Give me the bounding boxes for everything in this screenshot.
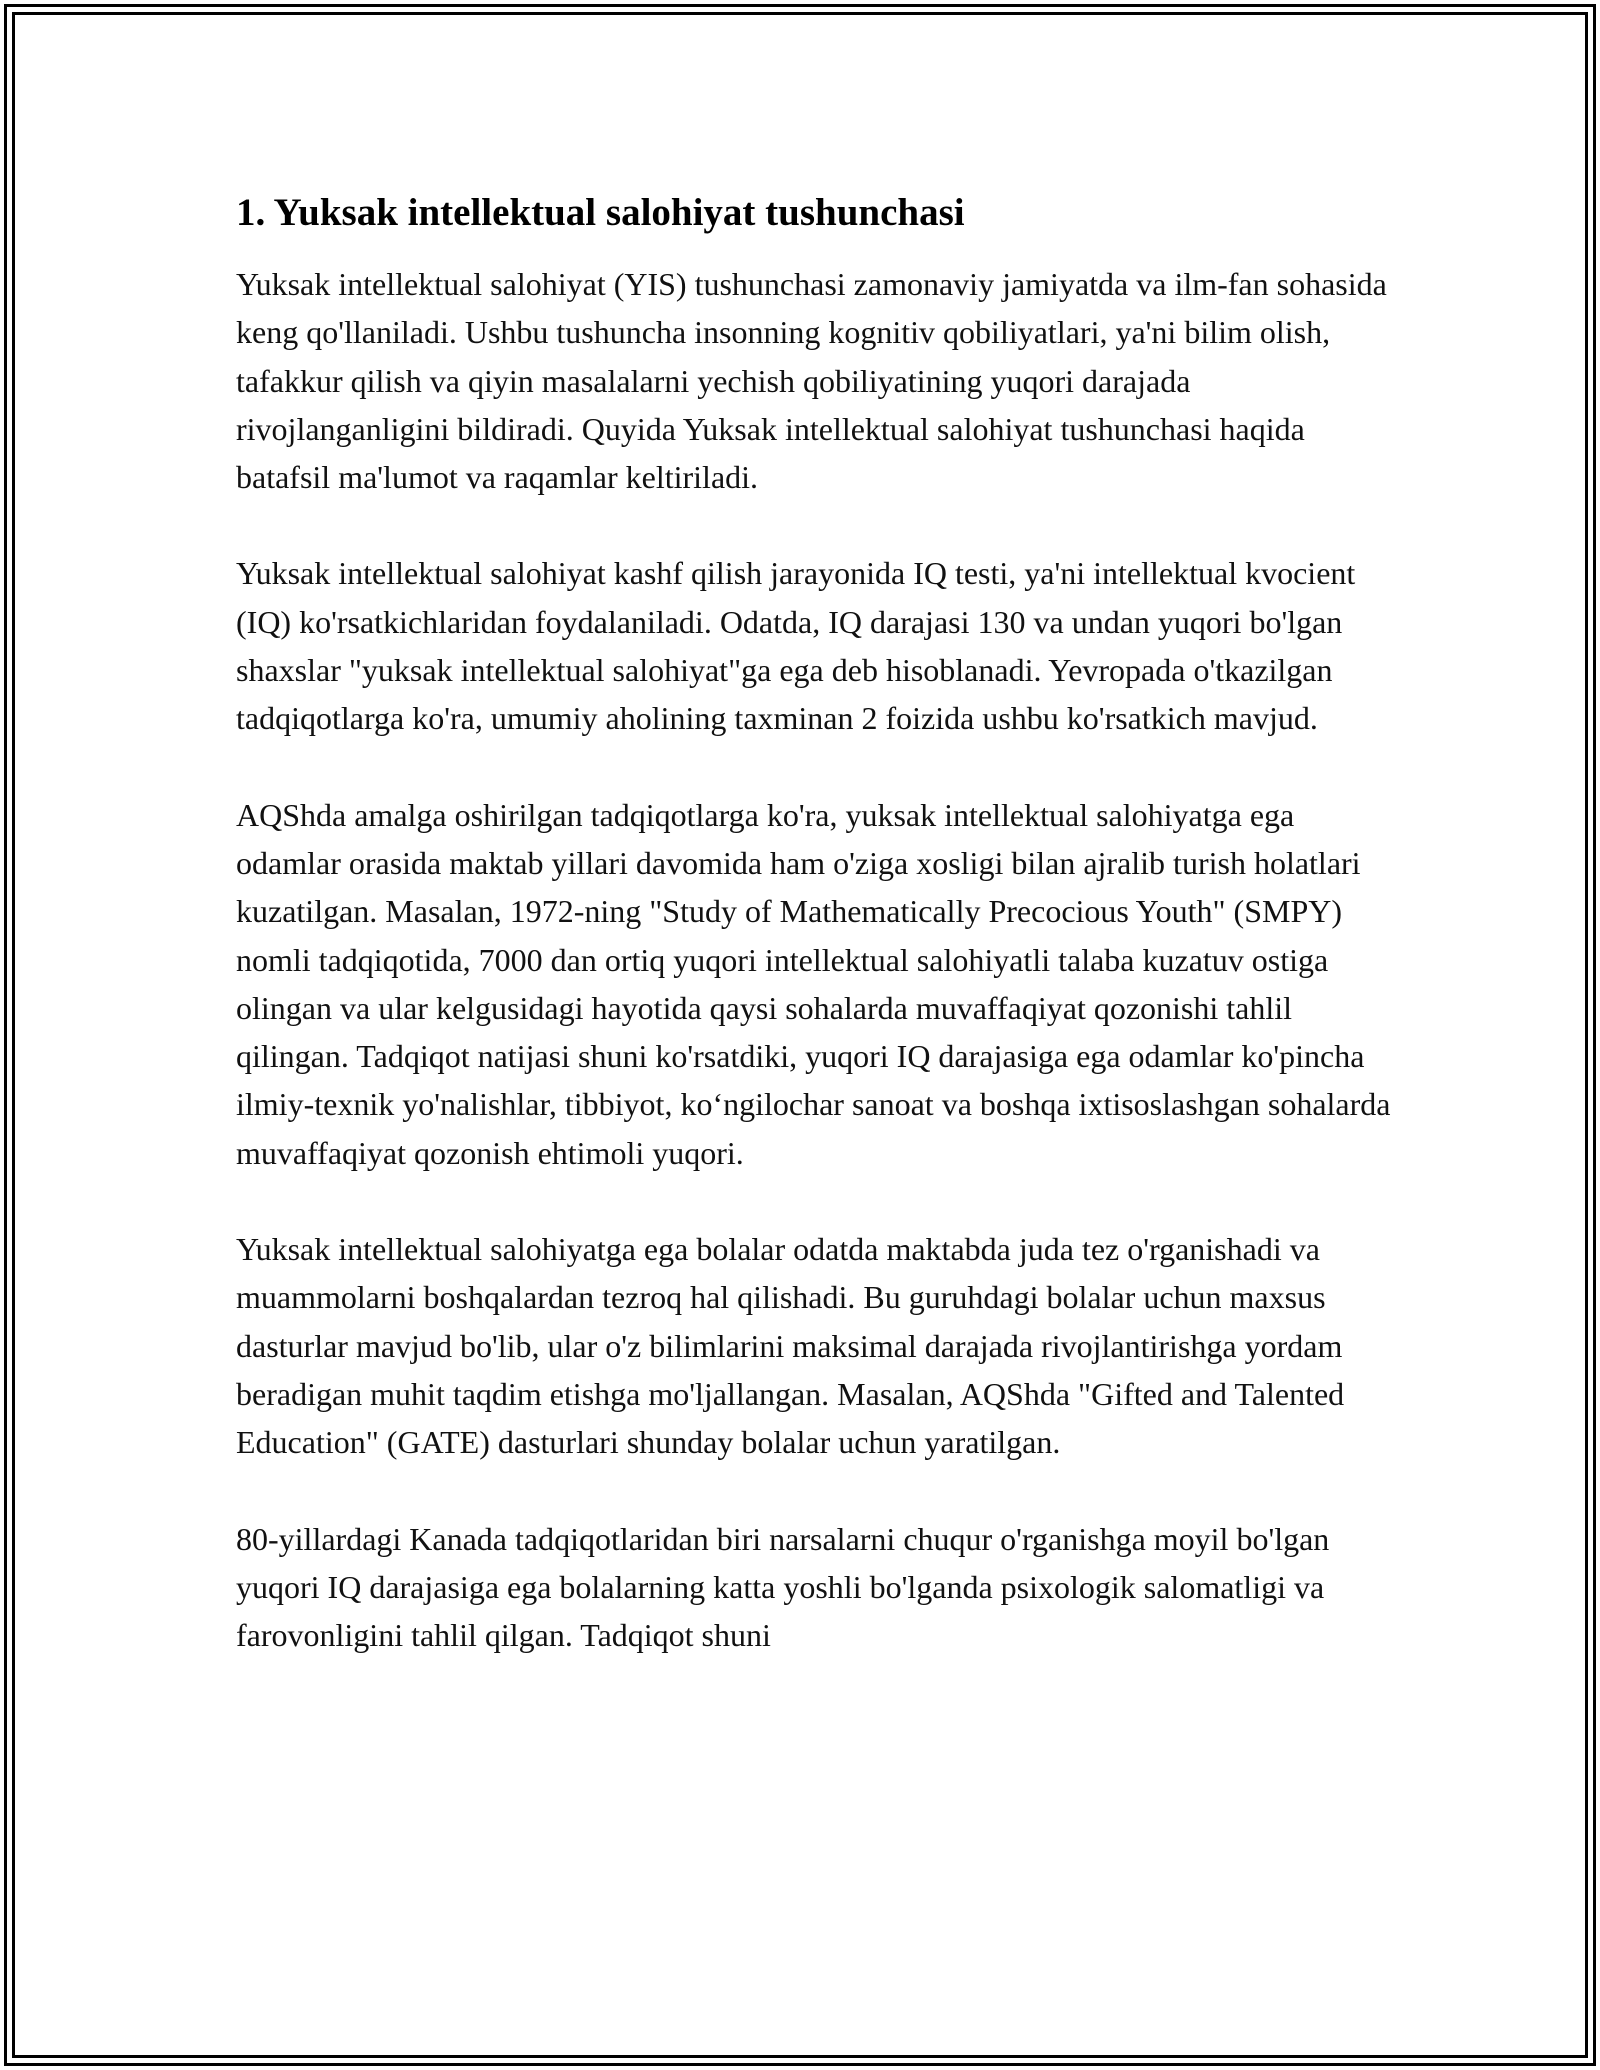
paragraph-5: 80-yillardagi Kanada tadqiqotlaridan biri narsalarni chuqur o'rganishga moyil bo'lgan yuqori IQ darajasiga ega bolalarning katta yoshli bo'lganda psixologik salomatligi va farovonligini tahlil qilgan. Tadqiqot shuni xyxy=(236,1520,1330,1654)
document-body xyxy=(236,188,1396,1707)
paragraph-4: Yuksak intellektual salohiyatga ega bolalar odatda maktabda juda tez o'rganishadi va muammolarni boshqalardan tezroq hal qilishadi. Bu guruhdagi bolalar uchun maxsus dasturlar mavjud bo'lib, ular o'z bilimlarini maksimal darajada rivojlantirishga yordam beradigan muhit taqdim etishga mo'ljallangan. Masalan, AQShda "Gifted and Talented Education" (GATE) dasturlari shunday bolalar uchun yaratilgan. xyxy=(236,1231,1345,1461)
section-heading: 1. Yuksak intellektual salohiyat tushunchasi xyxy=(236,191,965,234)
paragraph-2: Yuksak intellektual salohiyat kashf qilish jarayonida IQ testi, ya'ni intellektual kvocient (IQ) ko'rsatkichlaridan foydalaniladi. Odatda, IQ darajasi 130 va undan yuqori bo'lgan shaxslar "yuksak intellektual salohiyat"ga ega deb hisoblanadi. Yevropada o'tkazilgan tadqiqotlarga ko'ra, umumiy aholining taxminan 2 foizida ushbu ko'rsatkich mavjud. xyxy=(236,555,1356,737)
paragraph-1: Yuksak intellektual salohiyat (YIS) tushunchasi zamonaviy jamiyatda va ilm-fan sohasida keng qo'llaniladi. Ushbu tushuncha insonning kognitiv qobiliyatlari, ya'ni bilim olish, tafakkur qilish va qiyin masalalarni yechish qobiliyatining yuqori darajada rivojlanganligini bildiradi. Quyida Yuksak intellektual salohiyat tushunchasi haqida batafsil ma'lumot va raqamlar keltiriladi. xyxy=(236,266,1387,496)
paragraph-3: AQShda amalga oshirilgan tadqiqotlarga ko'ra, yuksak intellektual salohiyatga ega odamlar orasida maktab yillari davomida ham o'ziga xosligi bilan ajralib turish holatlari kuzatilgan. Masalan, 1972-ning "Study of Mathematically Precocious Youth" (SMPY) nomli tadqiqotida, 7000 dan ortiq yuqori intellektual salohiyatli talaba kuzatuv ostiga olingan va ular kelgusidagi hayotida qaysi sohalarda muvaffaqiyat qozonishi tahlil qilingan. Tadqiqot natijasi shuni ko'rsatdiki, yuqori IQ darajasiga ega odamlar ko'pincha ilmiy-texnik yo'nalishlar, tibbiyot, koʻngilochar sanoat va boshqa ixtisoslashgan sohalarda muvaffaqiyat qozonish ehtimoli yuqori. xyxy=(236,796,1391,1171)
